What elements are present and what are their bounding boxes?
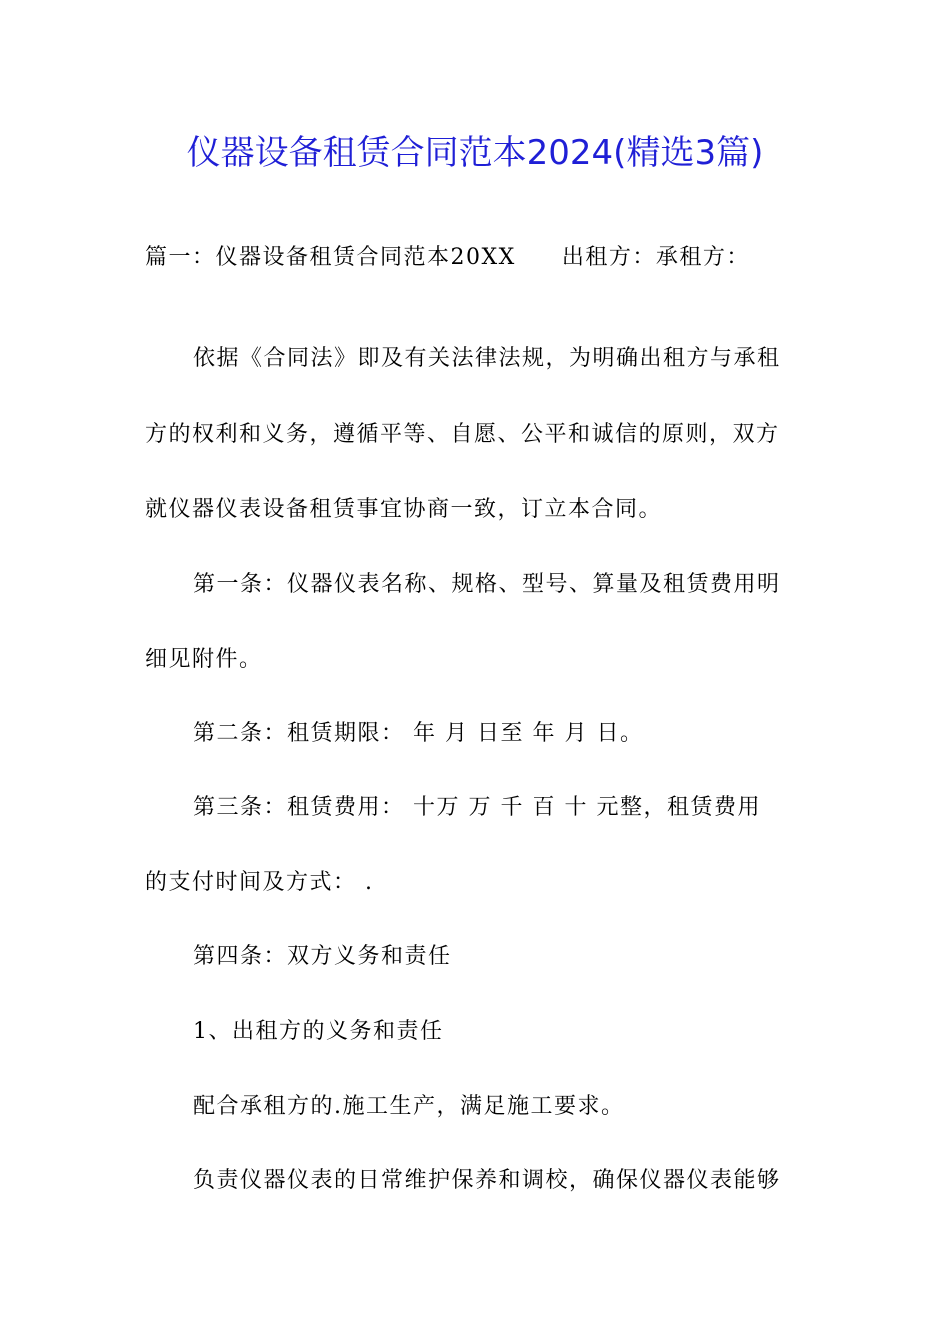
paragraph-line: 依据《合同法》即及有关法律法规，为明确出租方与承租 bbox=[193, 346, 781, 371]
article-1-line: 第一条：仪器仪表名称、规格、型号、算量及租赁费用明 bbox=[193, 572, 781, 597]
article-3-line: 第三条：租赁费用： 十万 万 千 百 十 元整，租赁费用 bbox=[193, 795, 761, 820]
article-1-line: 细见附件。 bbox=[145, 647, 263, 672]
paragraph-line: 方的权利和义务，遵循平等、自愿、公平和诚信的原则，双方 bbox=[145, 422, 780, 447]
document-title: 仪器设备租赁合同范本2024(精选3篇) bbox=[186, 133, 764, 173]
section-heading: 篇一：仪器设备租赁合同范本20XX bbox=[145, 245, 516, 270]
paragraph-line: 负责仪器仪表的日常维护保养和调校，确保仪器仪表能够 bbox=[193, 1168, 781, 1193]
article-4-heading: 第四条：双方义务和责任 bbox=[193, 944, 452, 969]
paragraph-line: 配合承租方的.施工生产，满足施工要求。 bbox=[193, 1094, 625, 1119]
article-4-subheading: 1、出租方的义务和责任 bbox=[193, 1019, 444, 1044]
article-2-line: 第二条：租赁期限： 年 月 日至 年 月 日。 bbox=[193, 721, 644, 746]
paragraph-line: 就仪器仪表设备租赁事宜协商一致，订立本合同。 bbox=[145, 497, 663, 522]
parties-label: 出租方：承租方： bbox=[561, 245, 750, 270]
section-heading-line bbox=[145, 242, 750, 274]
article-3-line: 的支付时间及方式： . bbox=[145, 870, 374, 895]
